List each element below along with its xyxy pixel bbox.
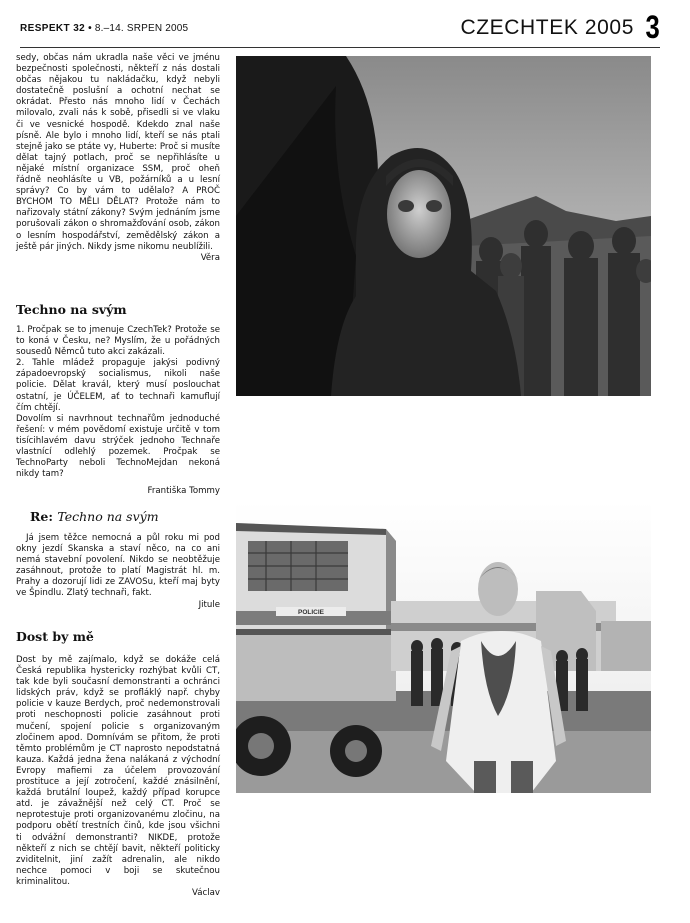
signature-vaclav: Václav: [192, 887, 220, 898]
letter-vaclav-body: Dost by mě zajímalo, když se dokáže celá Česká republika hystericky rozhýbat kvůli CT, tak kde byli současní demonstranti a ochránci lidských práv, když se profláklý např. chyby policie v kauze Berdych, proč nedemonstrovali proti neschopnosti policie zasáhnout proti mučení, spojení policie s organizovaným zločinem apod. Domnívám se přitom, že proti těmto problémům je CT naprosto nepodstatná kauza. Každá jedna žena nalákaná z východní Evropy mafiemi za účelem provozování prostituce a její zotročení, každé znásilnění, každá brutální loupež, každý případ korupce atd. je závažnější než celý CT. Proč se neprotestuje proti organizovanému zločinu, na podporu obětí trestních činů, kde jsou všichni ti odvážní demonstranti? NIKDE, protože někteří z nich se chtějí bavit, někteří politicky zviditelnit, jiní zažít adrenalin, ale nikdo nechce pomoci v boji se skutečnou kriminalitou.: [16, 655, 220, 887]
letter-vaclav: [16, 655, 220, 899]
page-number: 3: [645, 9, 660, 45]
signature-jitule: Jitule: [198, 599, 220, 610]
letter-frantiska-p1: 1. Pročpak se to jmenuje CzechTek? Protože se to koná v Česku, ne? Myslím, že u pořádných sousedů Němců tuto akci zakázali.: [16, 325, 220, 358]
masthead: [20, 9, 660, 46]
letter-frantiska-p3: Dovolím si navrhnout technařům jednoduché řešení: v mém povědomí existuje určitě v tom tisícihlavém davu strýček jednoho Technaře vlastnící odlehlý pozemek. Pročpak se TechnoParty neboli TechnoMejdan nekoná nikdy tam?: [16, 413, 220, 480]
letter-vera: [16, 53, 220, 264]
heading-re-techno: [30, 509, 159, 524]
photo-truck: [236, 501, 651, 793]
photo-crowd: [236, 56, 651, 396]
letter-jitule: [16, 533, 220, 611]
signature-frantiska: Františka Tommy: [147, 486, 220, 497]
header-rule: [20, 47, 660, 48]
issue-dates: 8.–14. SRPEN 2005: [94, 23, 189, 34]
letter-vera-body: sedy, občas nám ukradla naše věci ve jménu bezpečnosti společnosti, někteří z nás dostali občas nějakou tu nakládačku, když nebyli dostatečně poslušní a ochotní nechat se okrádat. Přesto nás mnoho lidí v Čechách milovalo, zvali nás k sobě, přisedli si ve vlaku či ve vesnické hospodě. Kdekdo znal naše písně. Ale bylo i mnoho lidí, kteří se nás ptali stejně jako se ptáte vy, Huberte: Proč si musíte dělat tajný potlach, proč se nepřihlásíte u nějaké místní organizace SSM, proč oheň řádně neohlásíte u VB, požárníků a u lesní správy? Co by vám to udělalo? A PROČ BYCHOM TO MĚLI DĚLAT? Protože nám to nařizovaly státní zákony? Svým jednáním jsme porušovali zákon o shromažďování osob, zákon o lesním hospodářství, zemědělský zákon a ještě pár jiných. Nikdy jsme nikomu neublížili.: [16, 53, 220, 252]
heading-re-title: Techno na svým: [57, 509, 159, 524]
signature-vera: Věra: [200, 252, 220, 263]
heading-re-prefix: Re:: [30, 509, 53, 524]
section-title: CZECHTEK 2005: [460, 16, 634, 39]
issue-info: [20, 23, 188, 34]
letter-frantiska: [16, 325, 220, 497]
photo-crowd-image: [236, 56, 651, 396]
publication-name: RESPEKT 32: [20, 23, 86, 34]
header-separator: •: [88, 23, 92, 34]
photo-truck-text: POLICIE: [297, 609, 325, 616]
heading-techno-na-svym: Techno na svým: [16, 302, 127, 317]
letter-frantiska-p2: 2. Tahle mládež propaguje jakýsi podivný západoevropský socialismus, nikoli naše policie. Dělat kravál, který musí poslouchat ostatní, je ÚČELEM, ať to technaři kamuflují čím chtějí.: [16, 358, 220, 413]
heading-dost-by-me: Dost by mě: [16, 629, 94, 644]
letter-jitule-body: Já jsem těžce nemocná a půl roku mi pod okny jezdí Skanska a staví něco, na co ani nemá stavební povolení. Nikdo se neobtěžuje zasáhnout, protože to platí Magistrát hl. m. Prahy a dozorují lidi ze ZAVOSu, kteří maj byty ve Špindlu. Zlatý technaři, fakt.: [16, 533, 220, 599]
photo-truck-image: [236, 501, 651, 793]
